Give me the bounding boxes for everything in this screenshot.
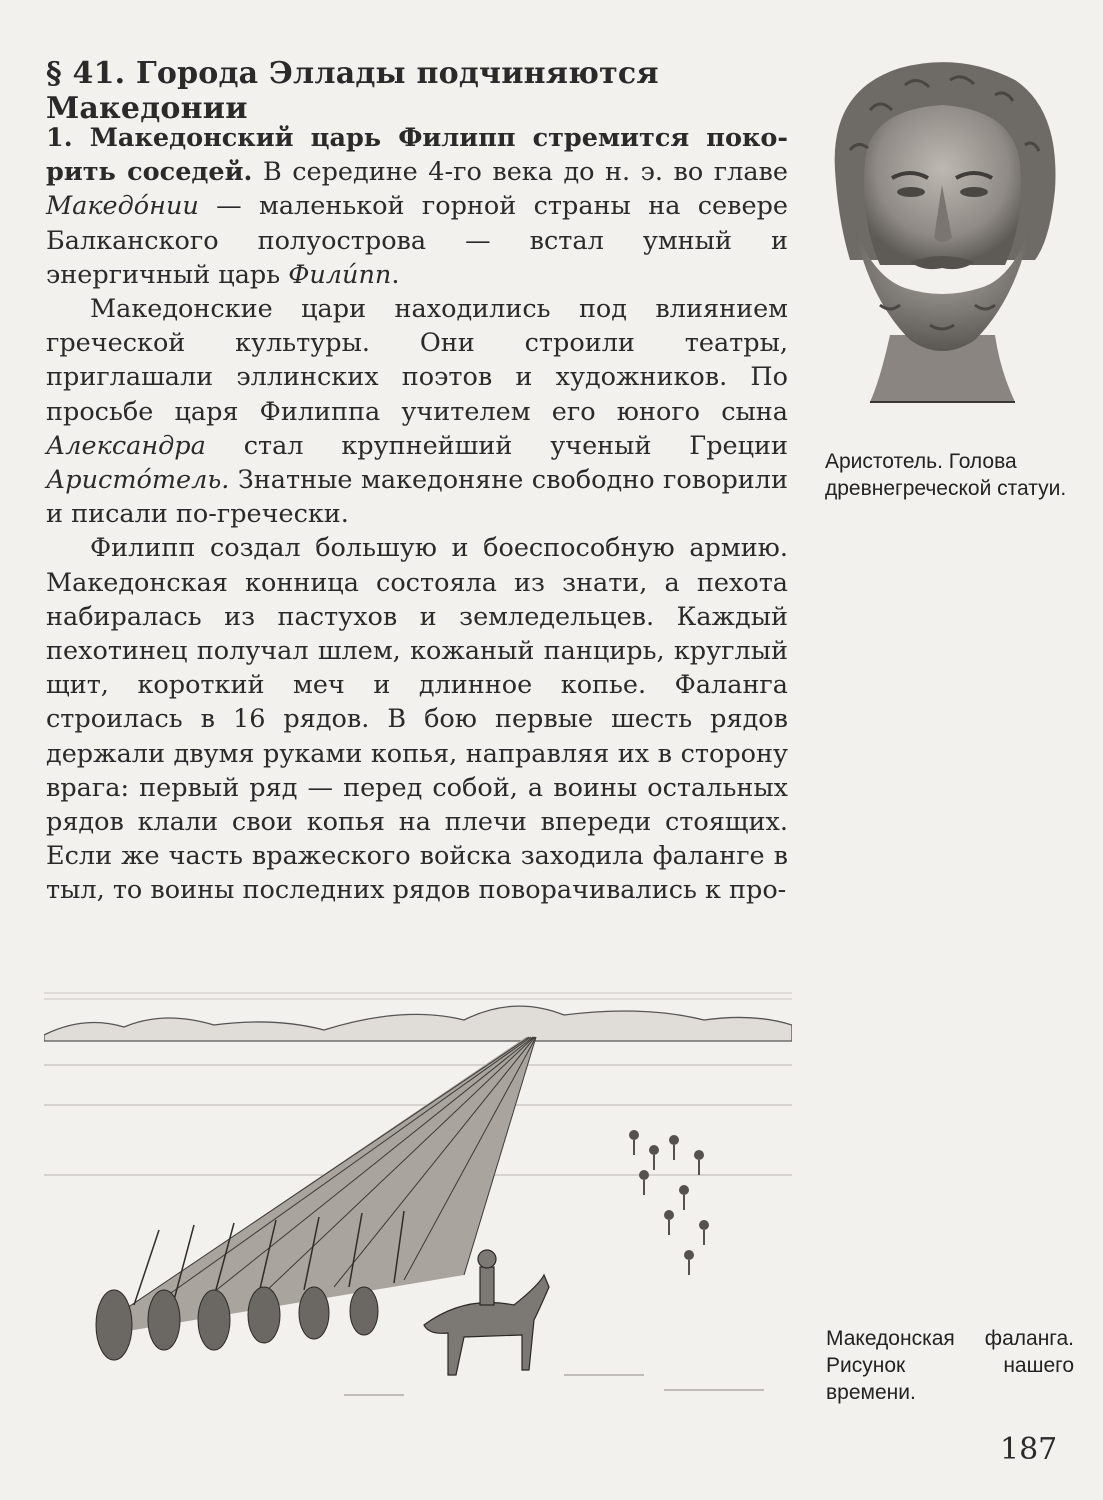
p1-term-philip: Фили́пп: [288, 259, 392, 290]
aristotle-bust-image: [810, 50, 1075, 410]
p2-text-b: стал крупнейший ученый Греции: [205, 430, 788, 461]
p1-text-a: В середине 4-го века до н. э. во главе: [252, 157, 788, 188]
p2-text-a: Македонские цари находились под влиянием греческой культуры. Они строили театры, приглашали эллинских поэтов и художников. По просьбе царя Филиппа учителем его юного сына: [46, 294, 788, 427]
p2-term-alexander: Александра: [46, 430, 206, 461]
p2-text-c: Знатные македоняне свободно говорили и писали по-гречески.: [46, 465, 788, 530]
phalanx-caption: Македонская фаланга. Рисунок нашего времени.: [826, 1327, 1074, 1404]
p1-term-macedonia: Македо́нии: [46, 191, 199, 222]
page-number: 187: [1000, 1432, 1058, 1467]
subheading: 1. Македонский царь Филипп стремится покорить соседей.: [46, 123, 788, 188]
paragraph-3: Филипп создал большую и боеспособную армию. Македонская конница состояла из знати, а пехота набиралась из пастухов и земледельцев. Каждый пехотинец получал шлем, кожаный панцирь, круглый щит, короткий меч и длинное копье. Фаланга строилась в 16 рядов. В бою первые шесть рядов держали двумя руками копья, направляя их в сторону врага: первый ряд — перед собой, а воины остальных рядов клали свои копья на плечи впереди стоящих. Если же часть вражеского войска заходила фаланге в тыл, то воины последних рядов поворачивались к про-: [46, 533, 788, 906]
p2-term-aristotle: Аристо́тель.: [46, 465, 230, 496]
p1-text-b: — маленькой горной страны на севере Балканского полуострова — встал умный и энергичный царь: [46, 191, 788, 290]
bust-caption: Аристотель. Голова древнегреческой статуи.: [825, 450, 1067, 500]
phalanx-battle-image: [44, 975, 792, 1415]
paragraph-2: [46, 292, 788, 531]
page-title: § 41. Города Эллады подчиняются Македонии: [46, 56, 659, 126]
p1-text-c: .: [391, 259, 400, 290]
body-text: [46, 121, 788, 908]
paragraph-1: [46, 121, 788, 292]
